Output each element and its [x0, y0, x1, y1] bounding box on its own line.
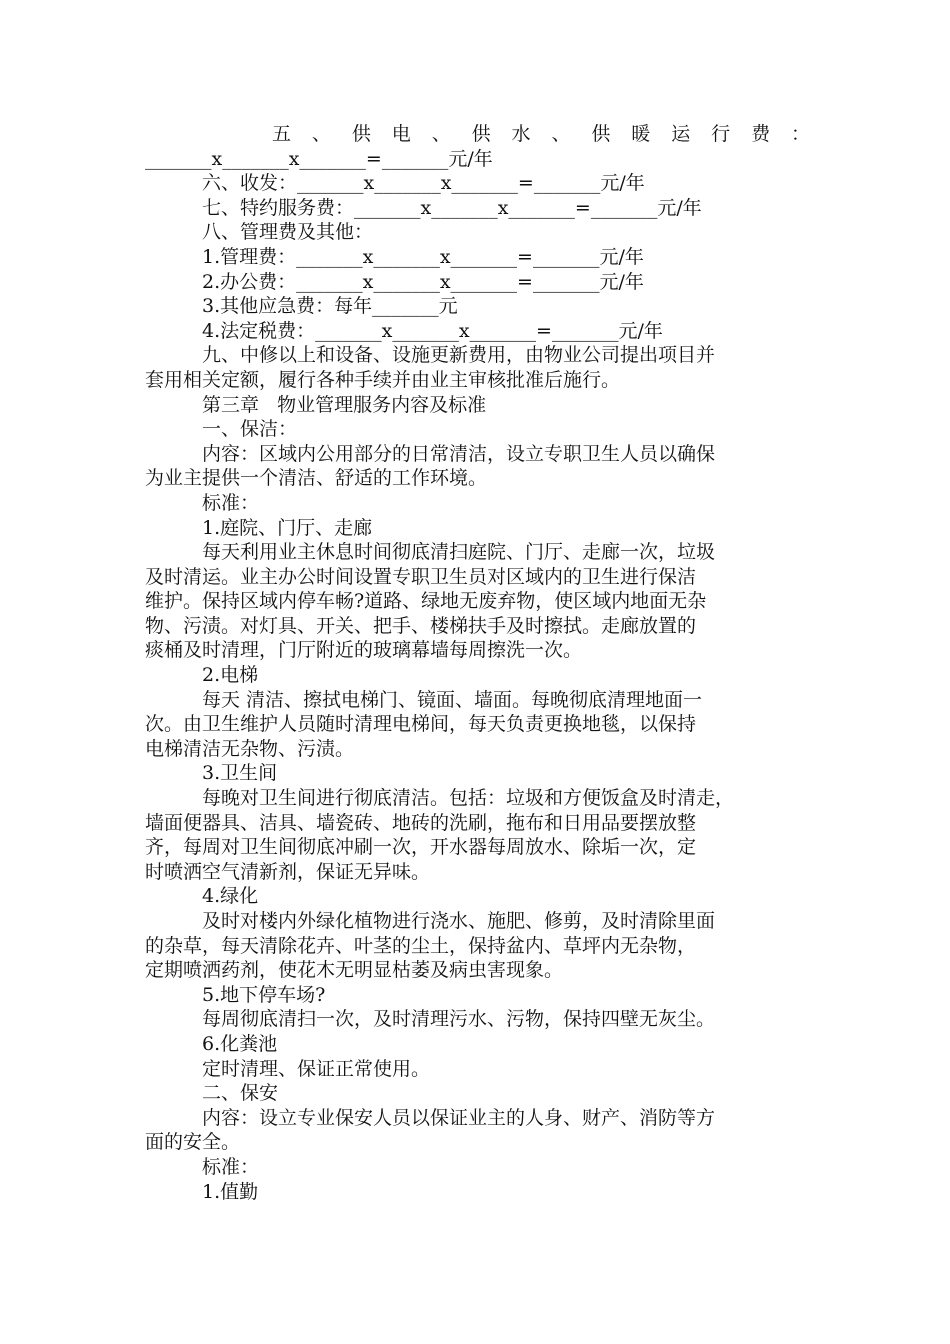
item-text: 及时对楼内外绿化植物进行浇水、施肥、修剪，及时清除里面 [202, 910, 716, 932]
fee-line-tax: 4.法定税费：_______x_______x_______=_______元/年 [202, 319, 663, 342]
heading-char: 电 [391, 123, 411, 145]
item-text: 每天利用业主休息时间彻底清扫庭院、门厅、走廊一次，垃圾 [202, 541, 716, 564]
heading-char: 五 [272, 123, 292, 145]
fee-line-emergency: 3.其他应急费：每年_______元 [202, 295, 458, 318]
security-content: 内容：设立专业保安人员以保证业主的人身、财产、消防等方 [202, 1106, 716, 1129]
section-5-heading [145, 122, 810, 147]
cleaning-content: 为业主提供一个清洁、舒适的工作环境。 [145, 467, 488, 490]
item-text: 每周彻底清扫一次，及时清理污水、污物，保持四壁无灰尘。 [202, 1008, 716, 1031]
chapter-title: 第三章 物业管理服务内容及标准 [202, 393, 487, 416]
heading-char: 水 [511, 123, 531, 145]
heading-char: 、 [551, 123, 571, 145]
fee-line-office: 2.办公费：_______x_______x_______=_______元/年 [202, 270, 644, 293]
fee-line-management: 1.管理费：_______x_______x_______=_______元/年 [202, 245, 644, 268]
item-text: 时喷洒空气清新剂，保证无异味。 [145, 860, 431, 883]
heading-char: ： [790, 123, 810, 145]
item-text: 次。由卫生维护人员随时清理电梯间，每天负责更换地毯，以保持 [145, 713, 697, 736]
security-heading: 二、保安 [202, 1082, 279, 1105]
item-text: 痰桶及时清理，门厅附近的玻璃幕墙每周擦洗一次。 [145, 639, 583, 662]
item-text: 及时清运。业主办公时间设置专职卫生员对区域内的卫生进行保洁 [145, 565, 697, 588]
item-title: 5.地下停车场? [202, 983, 326, 1006]
item-title: 3.卫生间 [202, 762, 278, 785]
heading-char: 、 [431, 123, 451, 145]
standard-label: 标准： [202, 491, 260, 514]
item-title: 2.电梯 [202, 664, 259, 687]
section-5-formula: _______x_______x_______=_______元/年 [145, 147, 493, 170]
item-text: 墙面便器具、洁具、墙瓷砖、地砖的洗刷，拖布和日用品要摆放整 [145, 811, 697, 834]
document-body [145, 122, 810, 1204]
item-text: 维护。保持区域内停车畅?道路、绿地无废弃物，使区域内地面无杂 [145, 590, 707, 613]
security-content: 面的安全。 [145, 1131, 241, 1154]
item-text: 每晚对卫生间进行彻底清洁。包括：垃圾和方便饭盒及时清走， [202, 787, 735, 810]
item-text: 定期喷洒药剂，使花木无明显枯萎及病虫害现象。 [145, 959, 564, 982]
security-standard-label: 标准： [202, 1155, 260, 1178]
cleaning-content: 内容：区域内公用部分的日常清洁，设立专职卫生人员以确保 [202, 442, 716, 465]
item-text: 每天 清洁、擦拭电梯门、镜面、墙面。每晚彻底清理地面一 [202, 688, 703, 711]
heading-char: 费 [751, 123, 771, 145]
heading-char: 运 [671, 123, 691, 145]
item-text: 物、污渍。对灯具、开关、把手、楼梯扶手及时擦拭。走廊放置的 [145, 614, 697, 637]
section-9-text: 九、中修以上和设备、设施更新费用，由物业公司提出项目并 [202, 344, 716, 367]
item-text: 的杂草，每天清除花卉、叶茎的尘土，保持盆内、草坪内无杂物， [145, 934, 697, 957]
item-text: 齐，每周对卫生间彻底冲刷一次，开水器每周放水、除垢一次，定 [145, 836, 697, 859]
fee-heading-management: 八、管理费及其他： [202, 221, 374, 244]
item-title: 4.绿化 [202, 885, 259, 908]
fee-line-receiving: 六、收发：_______x_______x_______=_______元/年 [202, 172, 645, 195]
item-text: 电梯清洁无杂物、污渍。 [145, 737, 355, 760]
heading-char: 供 [471, 123, 491, 145]
heading-char: 行 [711, 123, 731, 145]
item-title: 1.庭院、门厅、走廊 [202, 516, 373, 539]
cleaning-heading: 一、保洁： [202, 418, 298, 441]
heading-char: 供 [351, 123, 371, 145]
heading-char: 暖 [631, 123, 651, 145]
item-text: 定时清理、保证正常使用。 [202, 1057, 431, 1080]
fee-line-special-service: 七、特约服务费：_______x_______x_______=_______元/年 [202, 196, 702, 219]
item-title: 6.化粪池 [202, 1032, 278, 1055]
section-9-text: 套用相关定额，履行各种手续并由业主审核批准后施行。 [145, 368, 621, 391]
item-title: 1.值勤 [202, 1180, 259, 1203]
heading-char: 供 [591, 123, 611, 145]
heading-char: 、 [311, 123, 331, 145]
